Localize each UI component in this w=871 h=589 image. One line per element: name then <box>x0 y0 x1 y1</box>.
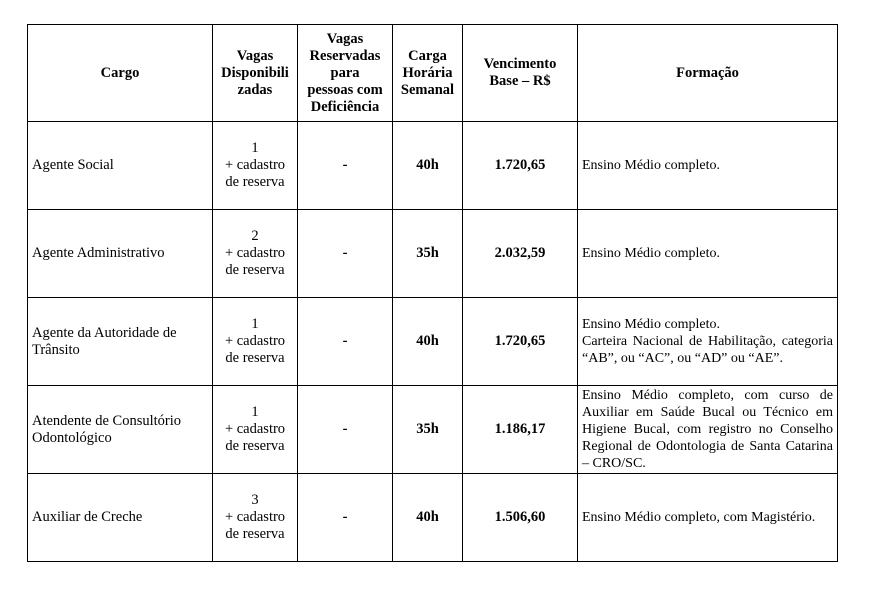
cell-carga: 40h <box>393 122 463 210</box>
cell-vagas: 1 + cadastro de reserva <box>213 386 298 474</box>
cell-cargo: Agente Administrativo <box>28 210 213 298</box>
cell-carga: 35h <box>393 386 463 474</box>
table-row <box>28 474 838 562</box>
cell-vencimento: 2.032,59 <box>463 210 578 298</box>
cell-carga: 40h <box>393 474 463 562</box>
cell-carga: 40h <box>393 298 463 386</box>
cell-formacao: Ensino Médio completo. <box>578 122 838 210</box>
header-reservadas: Vagas Reservadas para pessoas com Deficiência <box>298 25 393 122</box>
cell-formacao: Ensino Médio completo, com curso de Auxiliar em Saúde Bucal ou Técnico em Higiene Bucal, com registro no Conselho Regional de Odontologia de Santa Catarina – CRO/SC. <box>578 386 838 474</box>
header-formacao: Formação <box>578 25 838 122</box>
cell-vagas: 1 + cadastro de reserva <box>213 298 298 386</box>
cell-reservadas: - <box>298 386 393 474</box>
cell-vencimento: 1.720,65 <box>463 298 578 386</box>
header-vencimento: Vencimento Base – R$ <box>463 25 578 122</box>
cell-cargo: Agente Social <box>28 122 213 210</box>
cell-vagas: 2 + cadastro de reserva <box>213 210 298 298</box>
table-row <box>28 122 838 210</box>
cell-vagas: 3 + cadastro de reserva <box>213 474 298 562</box>
cell-vencimento: 1.720,65 <box>463 122 578 210</box>
cell-formacao: Ensino Médio completo. Carteira Nacional de Habilitação, categoria “AB”, ou “AC”, ou “AD” ou “AE”. <box>578 298 838 386</box>
cell-formacao: Ensino Médio completo. <box>578 210 838 298</box>
header-vagas: Vagas Disponibili zadas <box>213 25 298 122</box>
cell-carga: 35h <box>393 210 463 298</box>
cell-reservadas: - <box>298 298 393 386</box>
cell-vagas: 1 + cadastro de reserva <box>213 122 298 210</box>
table-row <box>28 386 838 474</box>
jobs-table <box>27 24 838 562</box>
header-cargo: Cargo <box>28 25 213 122</box>
table-row <box>28 210 838 298</box>
cell-reservadas: - <box>298 122 393 210</box>
cell-cargo: Agente da Autoridade de Trânsito <box>28 298 213 386</box>
cell-reservadas: - <box>298 474 393 562</box>
cell-reservadas: - <box>298 210 393 298</box>
cell-cargo: Atendente de Consultório Odontológico <box>28 386 213 474</box>
cell-vencimento: 1.506,60 <box>463 474 578 562</box>
cell-cargo: Auxiliar de Creche <box>28 474 213 562</box>
header-row <box>28 25 838 122</box>
cell-formacao: Ensino Médio completo, com Magistério. <box>578 474 838 562</box>
cell-vencimento: 1.186,17 <box>463 386 578 474</box>
header-carga: Carga Horária Semanal <box>393 25 463 122</box>
table-row <box>28 298 838 386</box>
